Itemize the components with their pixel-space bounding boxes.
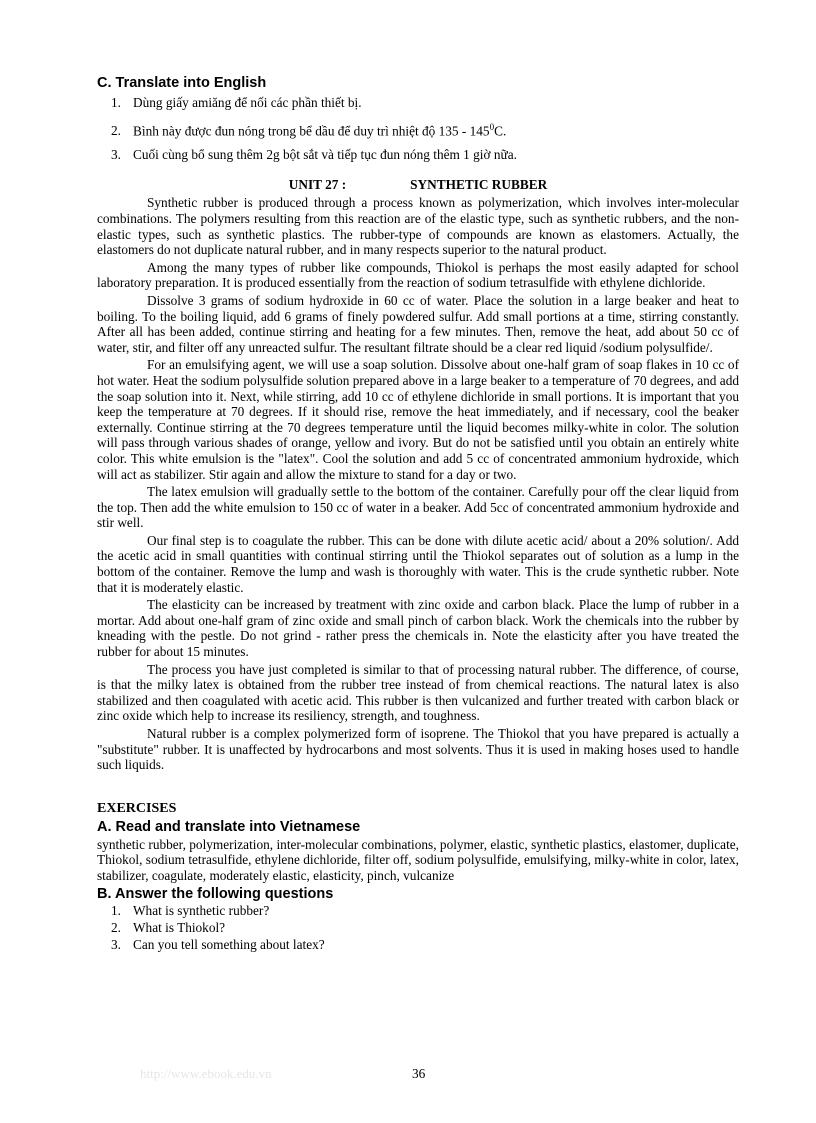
- item-text: What is synthetic rubber?: [133, 902, 270, 918]
- section-b-list: [97, 902, 739, 953]
- paragraph: The elasticity can be increased by treatment with zinc oxide and carbon black. Place the lump of rubber in a mortar. Add about one-half gram of zinc oxide and small pinch of carbon black. Work the chemicals into the rubber by kneading with the pestle. Do not grind - rather press the chemicals in. Note the elasticity after you have treated the rubber for about 15 minutes.: [97, 597, 739, 660]
- section-b-title: B. Answer the following questions: [97, 885, 334, 902]
- degree-superscript: 0: [489, 122, 495, 132]
- item-number: 2.: [111, 919, 121, 935]
- item-text: Can you tell something about latex?: [133, 936, 325, 952]
- page-footer: [140, 1066, 700, 1084]
- paragraph: Synthetic rubber is produced through a process known as polymerization, which involves inter-molecular combinations. The polymers resulting from this reaction are of the elastic type, such as synthetic rubbers, and the non-elastic types, such as synthetic plastics. The rubber-type of compounds are known as elastomers. Actually, the elastomers do not duplicate natural rubber, and in many respects superior to the natural product.: [97, 195, 739, 258]
- item-number: 1.: [111, 902, 121, 918]
- unit-heading: [97, 177, 739, 193]
- item-text-suffix: C.: [494, 123, 507, 139]
- item-number: 2.: [111, 123, 121, 139]
- document-page: [97, 75, 739, 953]
- item-number: 3.: [111, 936, 121, 952]
- list-item: [97, 91, 739, 115]
- exercises-title: EXERCISES: [97, 800, 177, 816]
- section-c-title: C. Translate into English: [97, 75, 267, 91]
- list-item: [97, 115, 739, 143]
- item-number: 3.: [111, 147, 121, 163]
- list-item: [97, 143, 739, 167]
- section-c-list: [97, 91, 739, 167]
- item-text: Bình này được đun nóng trong bể dầu để duy trì nhiệt độ 135 - 145: [133, 123, 490, 139]
- unit-label: UNIT 27 :: [288, 177, 347, 193]
- paragraph: For an emulsifying agent, we will use a soap solution. Dissolve about one-half gram of soap flakes in 10 cc of hot water. Heat the sodium polysulfide solution prepared above in a large beaker to a temperature of 70 degrees, and add the soap solution into it. Next, while stirring, add 10 cc of ethylene dichloride in small portions. It is important that you keep the temperature at 70 degrees. If it should rise, remove the heat immediately, and if necessary, cool the beaker externally. Continue stirring at the 70 degrees temperature until the liquid becomes milky-white in color. The solution will pass through various shades of orange, yellow and ivory. But do not be satisfied until you obtain an entirely white color. This white emulsion is the "latex". Cool the solution and add 5 cc of concentrated ammonium hydroxide, which will act as stabilizer. Stir again and allow the mixture to stand for a day or two.: [97, 357, 739, 482]
- vocabulary-list: synthetic rubber, polymerization, inter-molecular combinations, polymer, elastic, synthetic plastics, elastomer, duplicate, Thiokol, sodium tetrasulfide, ethylene dichloride, filter off, sodium polysulfide, emulsifying, milky-white in color, latex, stabilizer, coagulate, moderately elastic, elasticity, pinch, vulcanize: [97, 836, 739, 883]
- paragraph: Among the many types of rubber like compounds, Thiokol is perhaps the most easily adapted for school laboratory preparation. It is produced essentially from the reaction of sodium tetrasulfide with ethylene dichloride.: [97, 259, 739, 291]
- page-number: 36: [412, 1066, 426, 1081]
- paragraph: Dissolve 3 grams of sodium hydroxide in 60 cc of water. Place the solution in a large beaker and heat to boiling. To the boiling liquid, add 6 grams of finely powdered sulfur. Add small portions at a time, stirring constantly. After all has been added, continue stirring and heating for a few minutes. Then, remove the heat, add about 50 cc of water, stir, and filter off any unreacted sulfur. The resultant filtrate should be a clear red liquid /sodium polysulfide/.: [97, 292, 739, 355]
- item-number: 1.: [111, 95, 121, 110]
- item-text: Dùng giấy amiăng để nối các phần thiết bị.: [133, 95, 362, 110]
- section-a-title: A. Read and translate into Vietnamese: [97, 818, 361, 835]
- list-item: [97, 936, 739, 953]
- item-text: What is Thiokol?: [133, 919, 226, 935]
- article-body: [97, 195, 739, 772]
- paragraph: The latex emulsion will gradually settle to the bottom of the container. Carefully pour off the clear liquid from the top. Then add the white emulsion to 150 cc of water in a beaker. Add 5cc of concentrated ammonium hydroxide and stir well.: [97, 484, 739, 531]
- paragraph: Our final step is to coagulate the rubber. This can be done with dilute acetic acid/ about a 20% solution/. Add the acetic acid in small quantities with continual stirring until the Thiokol separates out of solution as a lump in the bottom of the container. Remove the lump and wash is thoroughly with water. This is the crude synthetic rubber. Note that it is moderately elastic.: [97, 532, 739, 595]
- paragraph: Natural rubber is a complex polymerized form of isoprene. The Thiokol that you have prepared is actually a "substitute" rubber. It is unaffected by hydrocarbons and most solvents. Thus it is used in making hoses used to handle such liquids.: [97, 726, 739, 773]
- unit-title: SYNTHETIC RUBBER: [410, 177, 548, 193]
- list-item: [97, 919, 739, 936]
- item-text: Cuối cùng bổ sung thêm 2g bột sắt và tiếp tục đun nóng thêm 1 giờ nữa.: [133, 147, 517, 163]
- list-item: [97, 902, 739, 919]
- footer-url-watermark: http://www.ebook.edu.vn: [140, 1066, 272, 1081]
- paragraph: The process you have just completed is similar to that of processing natural rubber. The difference, of course, is that the milky latex is obtained from the rubber tree instead of from chemical reactions. The natural latex is also stabilized and then coagulated with acetic acid. This rubber is then vulcanized and further treated with carbon black or zinc oxide which help to increase its resiliency, strength, and toughness.: [97, 661, 739, 724]
